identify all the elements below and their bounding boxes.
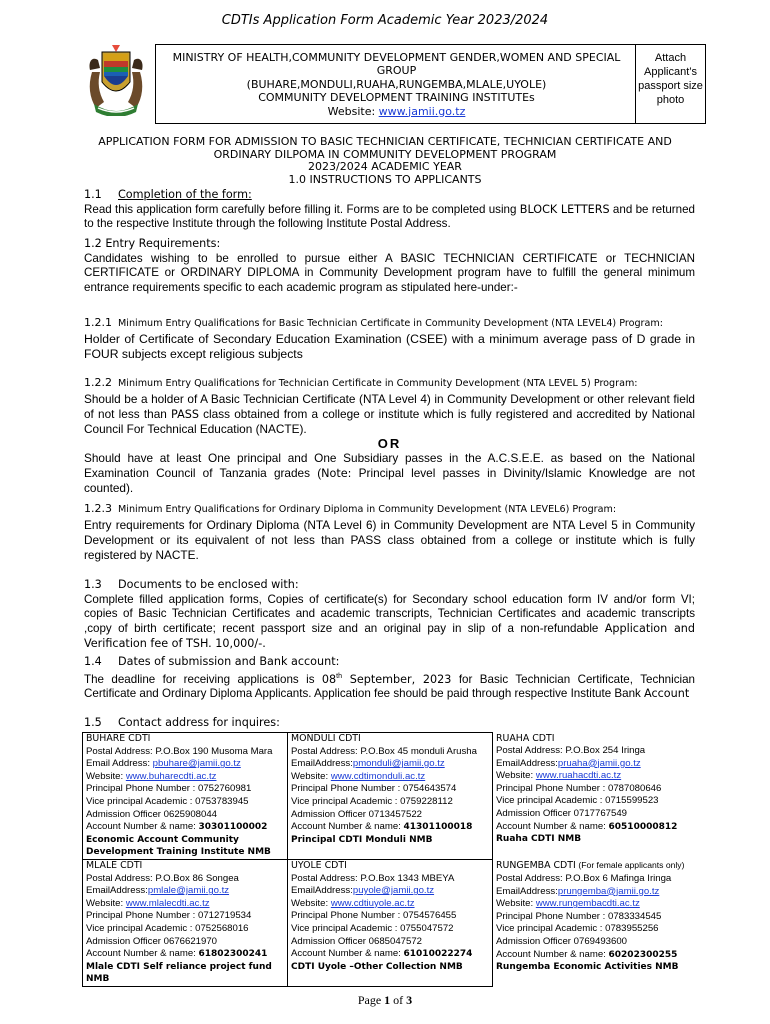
photo-box-line3: passport size bbox=[638, 80, 703, 92]
section-1-1 bbox=[84, 188, 695, 232]
section-1-1-text: Read this application form carefully before filling it. Forms are to be completed using BLOCK LETTERS and be returned to the respective Institute through the following Institute Postal Address. bbox=[84, 202, 695, 231]
form-title-line1: APPLICATION FORM FOR ADMISSION TO BASIC TECHNICIAN CERTIFICATE, TECHNICIAN CERTIFICATE AND bbox=[98, 135, 672, 148]
form-title bbox=[60, 136, 710, 187]
section-1-2-2-text: Should be a holder of A Basic Technician Certificate (NTA Level 4) in Community Development or other relevant field of not less than PASS class obtained from a college or institute which is fully registered and accredited by National Council For Technical Education (NACTE). bbox=[84, 391, 695, 436]
document-title: CDTIs Application Form Academic Year 2023/2024 bbox=[221, 13, 549, 28]
contact-mlale: MLALE CDTI Postal Address: P.O.Box 86 Songea EmailAddress:pmlale@jamii.go.tz Website: www.mlalecdti.ac.tz Principal Phone Number : 0712719534 Vice principal Academic : 0752568016 Admission Officer 0676621970 Account Number & name: 61802300241 Mlale CDTI Self reliance project fund NMB bbox=[83, 859, 288, 986]
form-title-line4: 1.0 INSTRUCTIONS TO APPLICANTS bbox=[288, 173, 482, 187]
photo-box-line2: Applicant’s bbox=[644, 66, 697, 78]
section-1-4-text: The deadline for receiving applications is 08th September, 2023 for Basic Technician Certificate, Technician Certificate and Ordinary Diploma Applicants. Application fee should be paid through respective Institute Bank Account bbox=[84, 672, 695, 701]
section-1-2-2-alt-text: Should have at least One principal and One Subsidiary passes in the A.C.S.E.E. as based on the National Examination Council of Tanzania grades (Note: Principal level passes in Divinity/Islamic Knowledge are not counted). bbox=[84, 451, 696, 496]
section-1-2-heading: 1.2 Entry Requirements: bbox=[84, 237, 221, 250]
photo-box-line1: Attach bbox=[654, 52, 687, 64]
section-1-5 bbox=[84, 716, 695, 731]
table-row bbox=[83, 859, 698, 986]
page-total: 3 bbox=[406, 993, 413, 1007]
email-link[interactable]: pmlale@jamii.go.tz bbox=[147, 885, 230, 897]
section-1-2-3-text: Entry requirements for Ordinary Diploma (NTA Level 6) in Community Development are NTA Level 5 in Community Development or its equivalent of not less than PASS class obtained from a college or institute which is fully registered by NACTE. bbox=[84, 517, 695, 562]
section-1-2-2-heading: 1.2.2 Minimum Entry Qualifications for Technician Certificate in Community Development (NTA LEVEL 5) Program: bbox=[84, 376, 638, 389]
section-1-5-heading: 1.5 Contact address for inquires: bbox=[84, 716, 280, 729]
email-link[interactable]: pruaha@jamii.go.tz bbox=[557, 757, 641, 769]
website-link[interactable]: www.buharecdti.ac.tz bbox=[125, 770, 217, 782]
contact-buhare: BUHARE CDTI Postal Address: P.O.Box 190 Musoma Mara Email Address: pbuhare@jamii.go.tz Website: www.buharecdti.ac.tz Principal Phone Number : 0752760981 Vice principal Academic : 0753783945 Admission Officer 0625908044 Account Number & name: 30301100002 Economic Account Community Development Training Institute NMB bbox=[83, 733, 288, 860]
contact-address-table bbox=[82, 732, 698, 987]
section-1-2-3-heading: 1.2.3 Minimum Entry Qualifications for Ordinary Diploma in Community Development (NTA LEVEL6) Program: bbox=[84, 502, 617, 515]
contact-rungemba: RUNGEMBA CDTI (For female applicants only) Postal Address: P.O.Box 6 Mafinga Iringa EmailAddress:prungemba@jamii.go.tz Website: www.rungembacdti.ac.tz Principal Phone Number : 0783334545 Vice principal Academic : 0783955256 Admission Officer 0769493600 Account Number & name: 60202300255 Rungemba Economic Activities NMB bbox=[496, 860, 685, 973]
section-1-2-3 bbox=[84, 502, 695, 563]
section-1-3 bbox=[84, 578, 695, 652]
section-1-2-2 bbox=[84, 376, 695, 496]
website-label: Website: bbox=[327, 104, 376, 118]
section-1-3-heading: 1.3 Documents to be enclosed with: bbox=[84, 578, 299, 591]
coat-of-arms-logo bbox=[82, 42, 150, 116]
section-1-2-1-heading: 1.2.1 Minimum Entry Qualifications for Basic Technician Certificate in Community Development (NTA LEVEL4) Program: bbox=[84, 316, 663, 329]
section-1-2-text: Candidates wishing to be enrolled to pursue either A BASIC TECHNICIAN CERTIFICATE or TECHNICIAN CERTIFICATE or ORDINARY DIPLOMA in Community Development program have to fulfill the general minimum entrance requirements specific to each academic program as stipulated here-under:- bbox=[84, 251, 695, 294]
ministry-name-line1: MINISTRY OF HEALTH,COMMUNITY DEVELOPMENT GENDER,WOMEN AND SPECIAL bbox=[172, 51, 621, 64]
form-title-line2: ORDINARY DILPOMA IN COMMUNITY DEVELOPMENT PROGRAM bbox=[213, 147, 557, 161]
form-title-line3: 2023/2024 ACADEMIC YEAR bbox=[308, 160, 462, 174]
table-row bbox=[83, 733, 698, 860]
contact-uyole: UYOLE CDTI Postal Address: P.O.Box 1343 MBEYA EmailAddress:puyole@jamii.go.tz Website: www.cdtiuyole.ac.tz Principal Phone Number : 0754576455 Vice principal Academic : 0755047572 Admission Officer 0685047572 Account Number & name: 61010022274 CDTI Uyole –Other Collection NMB bbox=[288, 859, 493, 986]
website-line bbox=[156, 105, 637, 118]
ministry-header-box bbox=[155, 44, 636, 124]
website-link[interactable]: www.jamii.go.tz bbox=[378, 104, 466, 118]
institutes-type: COMMUNITY DEVELOPMENT TRAINING INSTITUTEs bbox=[258, 91, 535, 105]
photo-box-line4: photo bbox=[656, 94, 685, 106]
email-link[interactable]: puyole@jamii.go.tz bbox=[352, 885, 435, 897]
section-1-4 bbox=[84, 655, 695, 702]
institutes-list: (BUHARE,MONDULI,RUAHA,RUNGEMBA,MLALE,UYOLE) bbox=[246, 77, 547, 91]
page-footer: Page 1 of 3 bbox=[357, 993, 413, 1007]
section-1-2 bbox=[84, 237, 695, 295]
section-1-2-1-text: Holder of Certificate of Secondary Education Examination (CSEE) with a minimum average pass of D grade in FOUR subjects except religious subjects bbox=[84, 331, 695, 361]
ministry-name-line2: GROUP bbox=[376, 64, 417, 78]
or-divider: OR bbox=[377, 435, 402, 451]
section-1-1-heading: 1.1 Completion of the form: bbox=[84, 188, 252, 201]
contact-ruaha: RUAHA CDTI Postal Address: P.O.Box 254 Iringa EmailAddress:pruaha@jamii.go.tz Website: www.ruahacdti.ac.tz Principal Phone Number : 0787080646 Vice principal Academic : 0715599523 Admission Officer 0717767549 Account Number & name: 60510000812 Ruaha CDTI NMB bbox=[496, 732, 678, 845]
website-link[interactable]: www.cdtimonduli.ac.tz bbox=[330, 770, 426, 782]
website-link[interactable]: www.cdtiuyole.ac.tz bbox=[330, 897, 415, 909]
section-1-2-1 bbox=[84, 316, 695, 362]
website-link[interactable]: www.rungembacdti.ac.tz bbox=[535, 898, 640, 910]
section-1-3-text: Complete filled application forms, Copies of certificate(s) for Secondary school education form IV and/or form VI; copies of Basic Technician Certificates and academic transcripts, Technician Certificates and academic transcripts ,copy of birth certificate; recent passport size and an original pay in slip of a non-refundable Application and Verification fee of TSH. 10,000/-. bbox=[84, 592, 695, 650]
website-link[interactable]: www.ruahacdti.ac.tz bbox=[535, 770, 622, 782]
email-link[interactable]: pbuhare@jamii.go.tz bbox=[152, 758, 241, 770]
section-1-4-heading: 1.4 Dates of submission and Bank account: bbox=[84, 655, 340, 668]
page-number: 1 bbox=[384, 993, 391, 1007]
website-link[interactable]: www.mlalecdti.ac.tz bbox=[125, 897, 210, 909]
email-link[interactable]: pmonduli@jamii.go.tz bbox=[352, 758, 445, 770]
contact-monduli: MONDULI CDTI Postal Address: P.O.Box 45 monduli Arusha EmailAddress:pmonduli@jamii.go.tz Website: www.cdtimonduli.ac.tz Principal Phone Number : 0754643574 Vice principal Academic : 0759228112 Admission Officer 0713457522 Account Number & name: 41301100018 Principal CDTI Monduli NMB bbox=[288, 733, 493, 860]
passport-photo-box bbox=[636, 44, 706, 124]
email-link[interactable]: prungemba@jamii.go.tz bbox=[557, 885, 660, 897]
